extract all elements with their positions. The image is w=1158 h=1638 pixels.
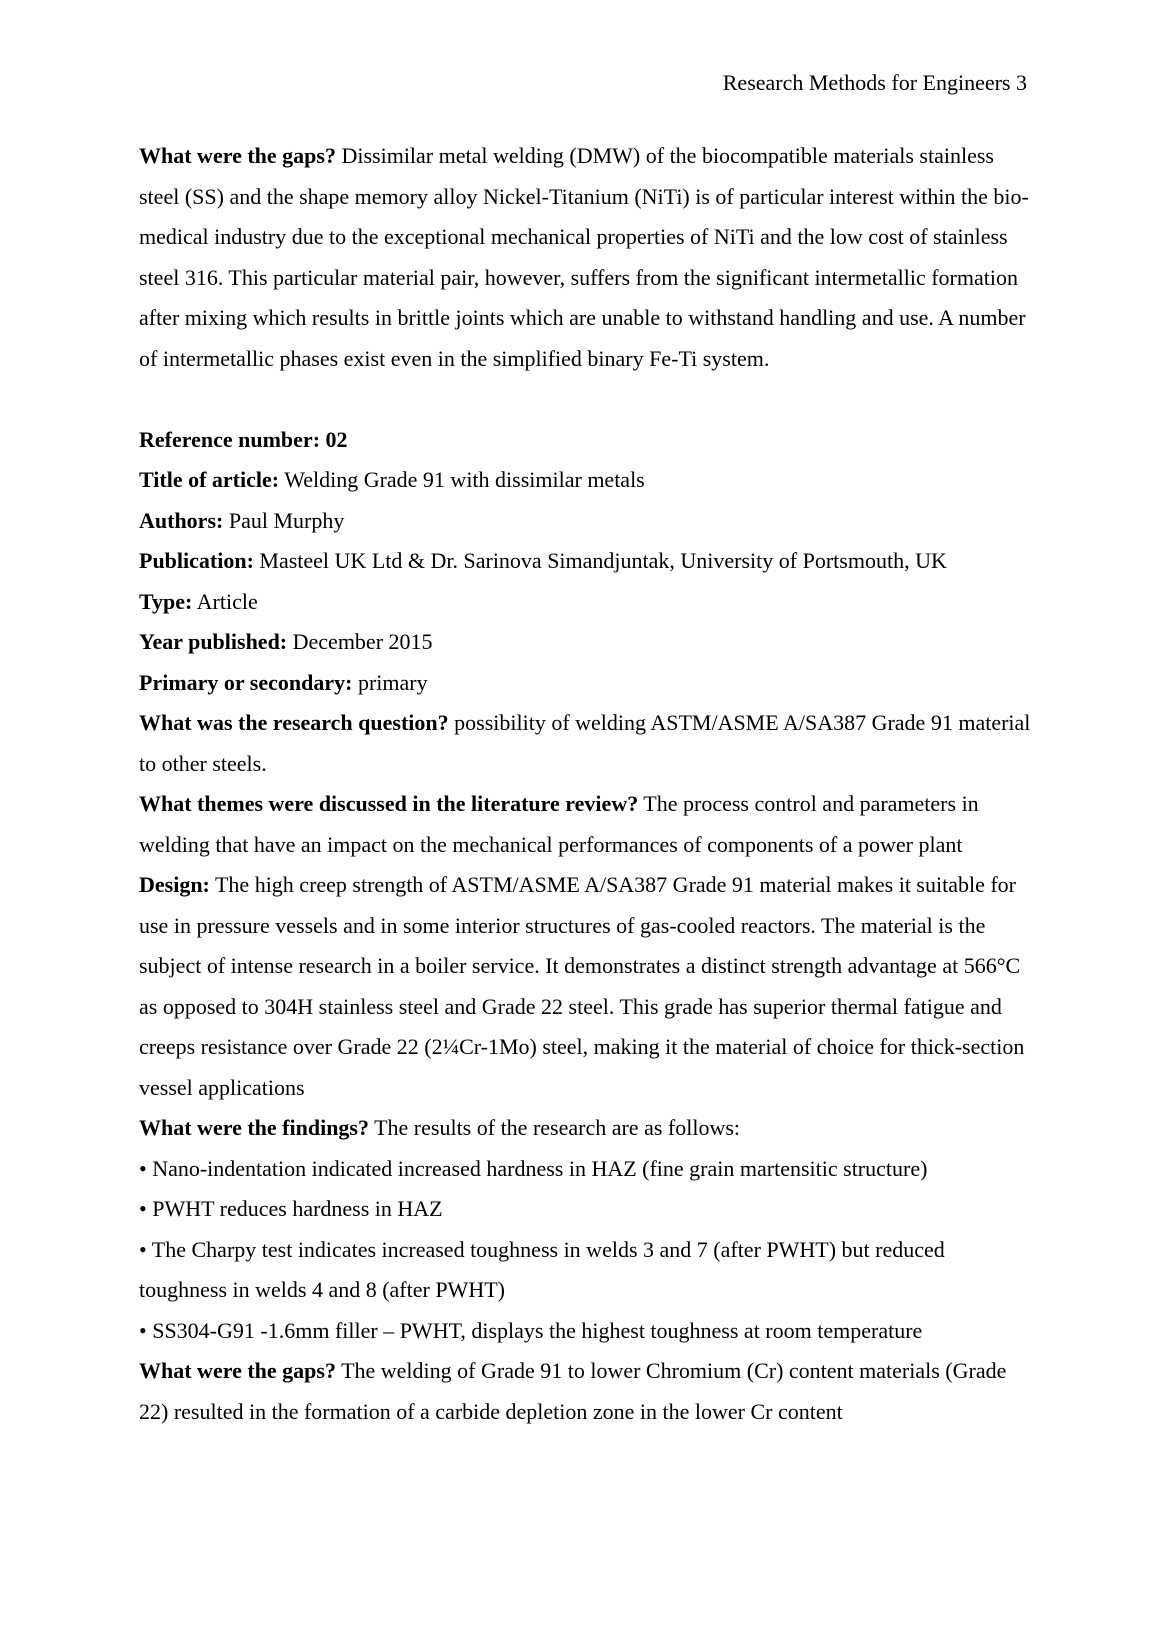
primary-value: primary xyxy=(352,669,428,695)
findings-bullet-item: • The Charpy test indicates increased toughness in welds 3 and 7 (after PWHT) but reduced toughness in welds 4 and 8 (after PWHT) xyxy=(139,1236,945,1302)
ref02-findings-paragraph xyxy=(139,1108,1034,1149)
question-label: What was the research question? xyxy=(139,710,449,735)
document-body xyxy=(139,136,1034,1432)
ref02-authors-line xyxy=(139,501,1034,542)
question-value: possibility of welding ASTM/ASME A/SA387 Grade 91 material to other steels. xyxy=(139,710,1031,776)
ref01-gaps-paragraph xyxy=(139,136,1034,379)
ref02-year-line xyxy=(139,622,1034,663)
ref02-title-line xyxy=(139,460,1034,501)
ref01-gaps-label: What were the gaps? xyxy=(139,143,336,168)
ref02-gaps-value: The welding of Grade 91 to lower Chromium (Cr) content materials (Grade 22) resulted in the formation of a carbide depletion zone in the lower Cr content xyxy=(139,1358,1007,1424)
ref01-gaps-text: Dissimilar metal welding (DMW) of the biocompatible materials stainless steel (SS) and the shape memory alloy Nickel-Titanium (NiTi) is of particular interest within the bio-medical industry due to the exceptional mechanical properties of NiTi and the low cost of stainless steel 316. This particular material pair, however, suffers from the significant intermetallic formation after mixing which results in brittle joints which are unable to withstand handling and use. A number of intermetallic phases exist even in the simplified binary Fe-Ti system. xyxy=(139,143,1029,371)
ref02-gaps-label: What were the gaps? xyxy=(139,1358,336,1383)
findings-bullet-item: • PWHT reduces hardness in HAZ xyxy=(139,1196,443,1221)
title-value: Welding Grade 91 with dissimilar metals xyxy=(279,467,645,492)
themes-label: What themes were discussed in the literature review? xyxy=(139,791,639,816)
findings-label: What were the findings? xyxy=(139,1115,369,1140)
findings-bullet-item: • SS304-G91 -1.6mm filler – PWHT, displays the highest toughness at room temperature xyxy=(139,1317,923,1343)
title-label: Title of article: xyxy=(139,467,280,492)
findings-value: The results of the research are as follows: xyxy=(369,1115,741,1140)
authors-value: Paul Murphy xyxy=(223,507,345,533)
primary-label: Primary or secondary: xyxy=(139,669,353,695)
reference-number-label: Reference number: 02 xyxy=(139,426,348,452)
ref02-type-line xyxy=(139,582,1034,623)
themes-value: The process control and parameters in welding that have an impact on the mechanical performances of components of a power plant xyxy=(139,791,979,857)
year-value: December 2015 xyxy=(287,629,433,654)
running-head: Research Methods for Engineers 3 xyxy=(722,70,1027,95)
design-label: Design: xyxy=(139,872,210,897)
year-label: Year published: xyxy=(139,629,288,654)
design-value: The high creep strength of ASTM/ASME A/SA387 Grade 91 material makes it suitable for use in pressure vessels and in some interior structures of gas-cooled reactors. The material is the subject of intense research in a boiler service. It demonstrates a distinct strength advantage at 566°C as opposed to 304H stainless steel and Grade 22 steel. This grade has superior thermal fatigue and creeps resistance over Grade 22 (2¼Cr-1Mo) steel, making it the material of choice for thick-section vessel applications xyxy=(139,872,1025,1100)
authors-label: Authors: xyxy=(139,507,224,533)
ref02-themes-paragraph xyxy=(139,784,1034,865)
ref02-reference-number xyxy=(139,420,1034,461)
paragraph-spacer xyxy=(139,379,1034,420)
ref02-primary-line xyxy=(139,663,1034,704)
publication-value: Masteel UK Ltd & Dr. Sarinova Simandjuntak, University of Portsmouth, UK xyxy=(253,548,947,573)
ref02-question-paragraph xyxy=(139,703,1034,784)
ref02-publication-line xyxy=(139,541,1034,582)
ref02-gaps-paragraph xyxy=(139,1351,1034,1432)
publication-label: Publication: xyxy=(139,548,254,573)
type-label: Type: xyxy=(139,588,193,614)
type-value: Article xyxy=(192,588,258,614)
ref02-design-paragraph xyxy=(139,865,1034,1108)
findings-bullet-item: • Nano-indentation indicated increased hardness in HAZ (fine grain martensitic structure) xyxy=(139,1155,928,1181)
